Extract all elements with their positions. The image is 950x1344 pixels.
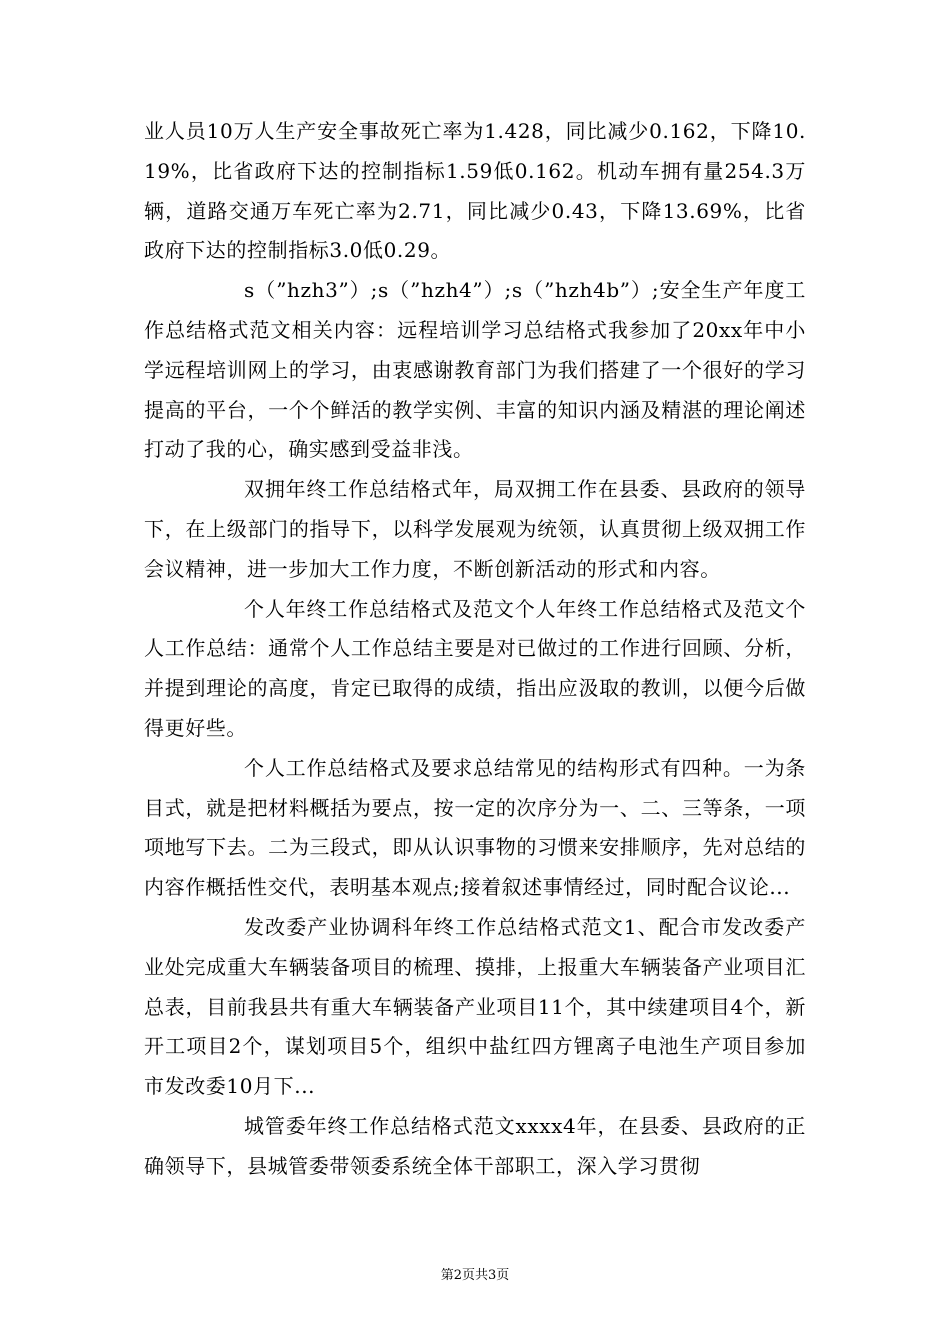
paragraph-continued: 业人员10万人生产安全事故死亡率为1.428，同比减少0.162，下降10.19%，比省政府下达的控制指标1.59低0.162。机动车拥有量254.3万辆，道路交通万车死亡率为2.71，同比减少0.43，下降13.69%，比省政府下达的控制指标3.0低0.29。 bbox=[144, 119, 806, 263]
document-body bbox=[144, 112, 806, 1187]
paragraph-chengguanwei: 城管委年终工作总结格式范文xxxx4年，在县委、县政府的正确领导下，县城管委带领委系统全体干部职工，深入学习贯彻 bbox=[144, 1113, 806, 1178]
paragraph-summary-format: 个人工作总结格式及要求总结常见的结构形式有四种。一为条目式，就是把材料概括为要点，按一定的次序分为一、二、三等条，一项项地写下去。二为三段式，即从认识事物的习惯来安排顺序，先对总结的内容作概括性交代，表明基本观点;接着叙述事情经过，同时配合议论... bbox=[144, 755, 806, 900]
page-number-footer: 第2页共3页 bbox=[440, 1268, 510, 1283]
paragraph-fagaiwei: 发改委产业协调科年终工作总结格式范文1、配合市发改委产业处完成重大车辆装备项目的梳理、摸排，上报重大车辆装备产业项目汇总表，目前我县共有重大车辆装备产业项目11个，其中续建项目4个，新开工项目2个，谋划项目5个，组织中盐红四方锂离子电池生产项目参加市发改委10月下... bbox=[144, 914, 806, 1099]
paragraph-safety-summary: s（”hzh3”）;s（”hzh4”）;s（”hzh4b”）;安全生产年度工作总结格式范文相关内容：远程培训学习总结格式我参加了20xx年中小学远程培训网上的学习，由衷感谢教育部门为我们搭建了一个很好的学习提高的平台，一个个鲜活的教学实例、丰富的知识内涵及精湛的理论阐述打动了我的心，确实感到受益非浅。 bbox=[144, 278, 806, 462]
paragraph-shuangyong: 双拥年终工作总结格式年，局双拥工作在县委、县政府的领导下，在上级部门的指导下，以科学发展观为统领，认真贯彻上级双拥工作会议精神，进一步加大工作力度，不断创新活动的形式和内容。 bbox=[144, 477, 806, 581]
paragraph-personal-summary: 个人年终工作总结格式及范文个人年终工作总结格式及范文个人工作总结：通常个人工作总结主要是对已做过的工作进行回顾、分析，并提到理论的高度，肯定已取得的成绩，指出应汲取的教训，以便今后做得更好些。 bbox=[144, 596, 806, 740]
